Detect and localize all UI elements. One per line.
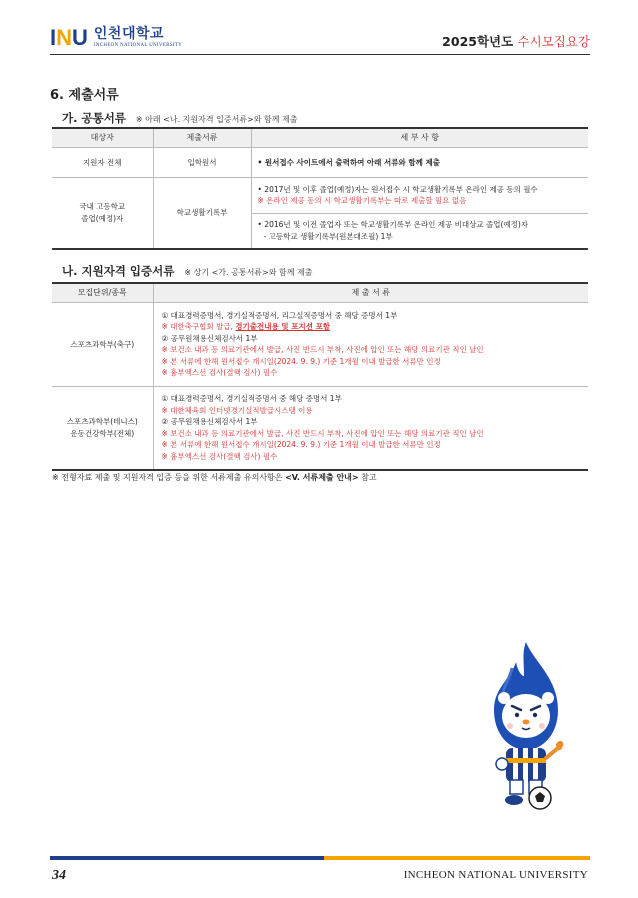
target-line-2: 졸업(예정)자	[81, 213, 124, 223]
table-row	[52, 177, 588, 213]
page-number: 34	[52, 868, 66, 883]
footer-bar-navy	[50, 856, 324, 860]
unit-line-1: 스포츠과학부(테니스)	[66, 417, 138, 427]
doc-physical-note: ※ 보건소 내과 등 의료기관에서 발급, 사진 반드시 부착, 사진에 압인 또는 해당 의료기관 직인 날인	[161, 345, 484, 354]
section-title: 6. 제출서류	[50, 88, 119, 103]
logo-text	[94, 26, 182, 49]
detail-offline-doc: - 고등학교 생활기록부(원본대조필) 1부	[263, 231, 393, 241]
doc-physical-exam: ② 공무원채용신체검사서 1부	[161, 417, 258, 427]
doc-xray-note: ※ 흉부엑스선 검사(결핵 검사) 필수	[161, 451, 278, 461]
footnote	[52, 472, 377, 483]
inu-logo-mark	[50, 25, 88, 49]
common-docs-table	[52, 127, 588, 250]
footnote-text: ※ 전형자료 제출 및 지원자격 입증 등을 위한 서류제출 유의사항은	[52, 473, 286, 482]
row-target	[52, 177, 153, 249]
subsection-common-docs	[62, 110, 297, 126]
note-text: ※ 대한축구협회 발급,	[161, 322, 236, 331]
header-documents: 제 출 서 류	[153, 283, 588, 302]
row-unit: 스포츠과학부(축구)	[52, 302, 153, 386]
flame-lion-mascot-icon	[476, 640, 576, 815]
row-document: 입학원서	[153, 147, 251, 177]
row-detail-offline	[251, 213, 588, 249]
detail-online-note: ※ 온라인 제공 동의 시 학교생활기록부는 따로 제출할 필요 없음	[257, 196, 467, 205]
row-detail: • 원서접수 사이트에서 출력하여 아래 서류와 함께 제출	[251, 147, 588, 177]
table-header-row	[52, 128, 588, 147]
doc-career-note: ※ 대한체육회 인터넷경기실적발급시스템 이용	[161, 405, 313, 415]
row-unit	[52, 386, 153, 470]
eligibility-docs-table	[52, 282, 588, 471]
header-target: 대상자	[52, 128, 153, 147]
doc-xray-note: ※ 흉부엑스선 검사(결핵 검사) 필수	[161, 368, 278, 377]
footnote-suffix: 참고	[358, 473, 377, 482]
doc-issue-date-note: ※ 본 서류에 한해 원서접수 개시일(2024. 9. 9.) 기준 1개월 이내 발급한 서류만 인정	[161, 356, 441, 366]
footnote-reference: <V. 서류제출 안내>	[285, 473, 359, 482]
target-line-1: 국내 고등학교	[79, 202, 126, 212]
header-details: 세 부 사 항	[251, 128, 588, 147]
unit-line-2: 운동건강학부(전체)	[70, 428, 135, 438]
detail-offline-target: • 2016년 및 이전 졸업자 또는 학교생활기록부 온라인 제공 비대상교 졸업(예정)자	[257, 220, 529, 230]
row-target: 지원자 전체	[52, 147, 153, 177]
table-row	[52, 302, 588, 386]
note-emphasis: 경기출전내용 및 포지션 포함	[235, 322, 331, 331]
subsection-eligibility-docs-title: 나. 지원자격 입증서류	[62, 264, 175, 278]
subsection-common-docs-title: 가. 공통서류	[62, 111, 126, 125]
row-document: 학교생활기록부	[153, 177, 251, 249]
logo-english-name: INCHEON NATIONAL UNIVERSITY	[93, 42, 183, 48]
header-unit: 모집단위/종목	[52, 283, 153, 302]
table-header-row	[52, 283, 588, 302]
row-documents	[153, 386, 588, 470]
doc-career-note	[162, 321, 581, 333]
university-logo	[50, 22, 182, 52]
doc-issue-date-note: ※ 본 서류에 한해 원서접수 개시일(2024. 9. 9.) 기준 1개월 이내 발급한 서류만 인정	[161, 440, 441, 450]
logo-letter-i: I	[50, 25, 57, 50]
doc-physical-exam: ② 공무원채용신체검사서 1부	[161, 333, 258, 343]
subsection-common-docs-note: ※ 아래 <나. 지원자격 입증서류>와 함께 제출	[135, 115, 298, 124]
doc-career-cert: ① 대표경력증명서, 경기실적증명서, 리그실적증명서 중 해당 증명서 1부	[161, 310, 398, 320]
table-row	[52, 147, 588, 177]
page-header	[50, 22, 590, 54]
footer-bar-gold	[324, 856, 590, 860]
document-year: 2025학년도	[442, 34, 514, 49]
header-document: 제출서류	[153, 128, 251, 147]
detail-online-consent: • 2017년 및 이후 졸업(예정)자는 원서접수 시 학교생활기록부 온라인 제공 동의 필수	[257, 184, 538, 194]
row-detail-online	[251, 177, 588, 213]
document-title	[442, 32, 590, 50]
header-divider	[50, 54, 590, 55]
row-documents	[153, 302, 588, 386]
document-name: 수시모집요강	[517, 34, 590, 49]
doc-physical-note: ※ 보건소 내과 등 의료기관에서 발급, 사진 반드시 부착, 사진에 압인 또는 해당 의료기관 직인 날인	[161, 428, 484, 438]
logo-korean-name: 인천대학교	[93, 25, 165, 42]
logo-letter-n: N	[56, 25, 73, 50]
logo-letter-u: U	[72, 25, 88, 50]
subsection-eligibility-docs-note: ※ 상기 <가. 공통서류>와 함께 제출	[184, 268, 313, 277]
table-row	[52, 386, 588, 470]
subsection-eligibility-docs	[62, 263, 312, 279]
doc-career-cert: ① 대표경력증명서, 경기실적증명서 중 해당 증명서 1부	[161, 394, 342, 404]
footer-university-name: INCHEON NATIONAL UNIVERSITY	[403, 869, 588, 881]
